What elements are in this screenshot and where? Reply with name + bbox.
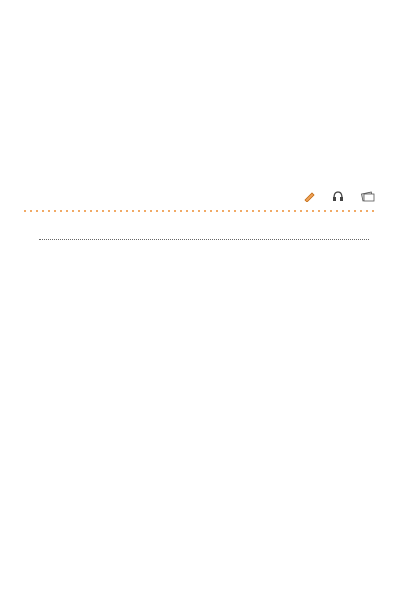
pencil-icon bbox=[303, 190, 315, 202]
dotted-separator bbox=[22, 210, 374, 212]
grammar-group-row[interactable] bbox=[36, 231, 372, 243]
leader-dots bbox=[39, 239, 369, 240]
icon-legend bbox=[303, 190, 388, 202]
contents-banner bbox=[0, 0, 420, 62]
headphones-icon bbox=[332, 190, 344, 202]
vocab-cards-icon bbox=[361, 190, 375, 202]
